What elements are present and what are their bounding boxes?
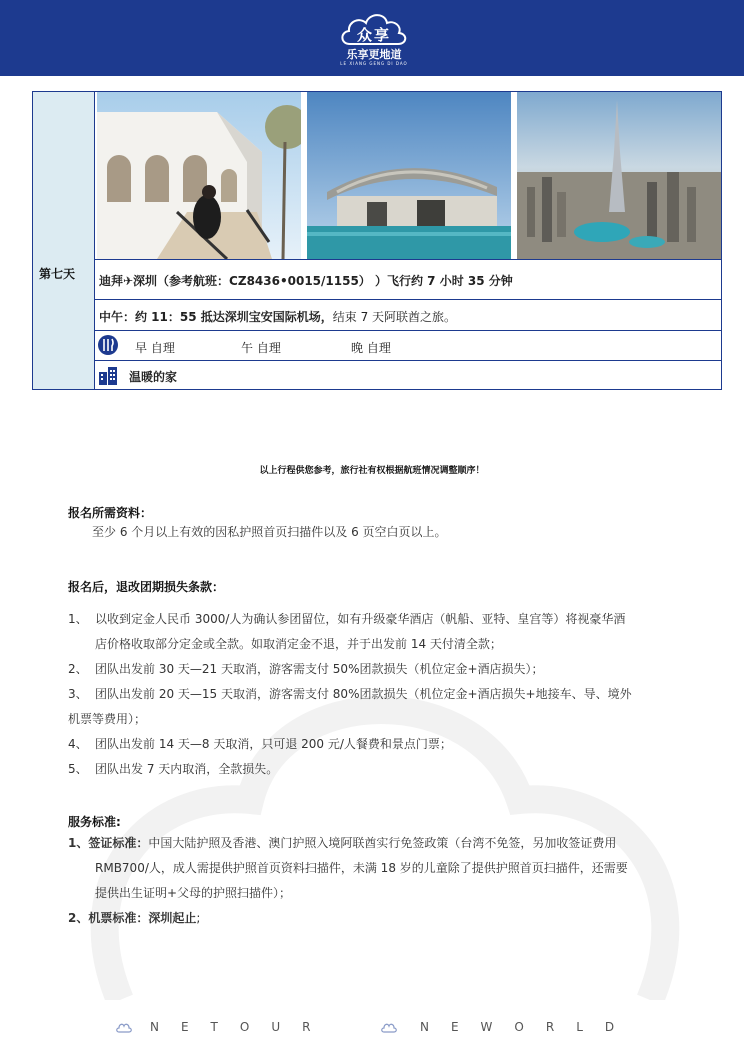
cancel-num-4: 4、: [68, 737, 88, 751]
itinerary-notice: 以上行程供您参考，旅行社有权根据航班情况调整顺序！: [259, 466, 485, 476]
arrival-row: [95, 299, 721, 330]
logo-main-text: 众享: [356, 26, 391, 44]
header-bar: [0, 0, 744, 76]
visa-line-3: 提供出生证明+父母的护照扫描件）；: [95, 886, 292, 900]
route-text: 迪拜✈深圳（参考航班：CZ8436•0015/1155） ）飞行约 7 小时 35 分钟: [99, 274, 513, 288]
footer-netour: NETOUR: [150, 1020, 333, 1034]
photo-louvre-dome: [307, 92, 511, 259]
arrival-rest-text: 结束 7 天阿联酋之旅。: [332, 310, 457, 324]
cancel-item-1: 以收到定金人民币 3000/人为确认参团留位，如有升级豪华酒店（帆船、亚特、皇宫等）将视豪华酒: [95, 612, 626, 626]
footer-cloud-icon-left: [116, 1021, 132, 1033]
cancel-item-1-cont: 店价格收取部分定金或全款。如取消定金不退，并于出发前 14 天付清全款；: [95, 637, 502, 651]
docs-text: 至少 6 个月以上有效的因私护照首页扫描件以及 6 页空白页以上。: [92, 525, 447, 539]
service-title: 服务标准:: [68, 815, 121, 829]
docs-title: 报名所需资料：: [68, 506, 153, 520]
footer-cloud-icon-right: [381, 1021, 397, 1033]
visa-label: 1、签证标准：: [68, 836, 149, 850]
ticket-line: [68, 906, 200, 931]
visa-text-1: 中国大陆护照及香港、澳门护照入境阿联酋实行免签政策（台湾不免签，另加收签证费用: [148, 836, 617, 850]
meal-icon: [97, 334, 119, 356]
lunch-text: 午 自理: [241, 341, 281, 355]
cancel-num-5: 5、: [68, 762, 88, 776]
cancel-item-4: 团队出发前 14 天—8 天取消，只可退 200 元/人餐费和景点门票；: [95, 737, 452, 751]
footer-neworld: NEWORLD: [420, 1020, 637, 1034]
cancel-item-5: 团队出发 7 天内取消，全款损失。: [95, 762, 279, 776]
hotel-icon: [97, 364, 119, 386]
ticket-value: 深圳起止: [148, 911, 197, 925]
logo-sub-text: 乐享更地道: [346, 48, 402, 61]
cancel-num-2: 2、: [68, 662, 88, 676]
ticket-label: 2、机票标准：: [68, 911, 149, 925]
cancel-num-1: 1、: [68, 612, 88, 626]
hotel-text: 温暖的家: [129, 370, 178, 384]
cancel-item-2: 团队出发前 30 天—21 天取消，游客需支付 50%团款损失（机位定金+酒店损失）；: [95, 662, 544, 676]
day-column: [33, 92, 95, 389]
cancel-item-3-cont: 机票等费用）；: [68, 712, 147, 726]
route-row: [95, 259, 721, 299]
photo-dubai-skyline: [517, 92, 721, 259]
ticket-tail: ;: [196, 911, 201, 925]
arrival-text: [99, 308, 456, 325]
breakfast-text: 早 自理: [135, 341, 175, 355]
day-label: 第七天: [39, 267, 76, 281]
meals-row: [95, 330, 721, 360]
itinerary-table: [32, 91, 722, 390]
cancel-num-3: 3、: [68, 687, 88, 701]
visa-line-2: RMB700/人，成人需提供护照首页资料扫描件，未满 18 岁的儿童除了提供护照首页扫描件，还需要: [95, 861, 628, 875]
dinner-text: 晚 自理: [351, 341, 391, 355]
logo-pinyin-text: LE XIANG GENG DI DAO: [340, 61, 408, 66]
cancel-item-3: 团队出发前 20 天—15 天取消，游客需支付 80%团款损失（机位定金+酒店损失+地接车、导、境外: [95, 687, 632, 701]
hotel-row: [95, 360, 721, 389]
brand-logo: [336, 8, 412, 72]
photo-arches: [97, 92, 301, 259]
cancel-title: 报名后，退改团期损失条款：: [68, 580, 225, 594]
arrival-bold-text: 中午：约 11：55 抵达深圳宝安国际机场，: [99, 310, 333, 324]
visa-line-1: [68, 831, 616, 856]
